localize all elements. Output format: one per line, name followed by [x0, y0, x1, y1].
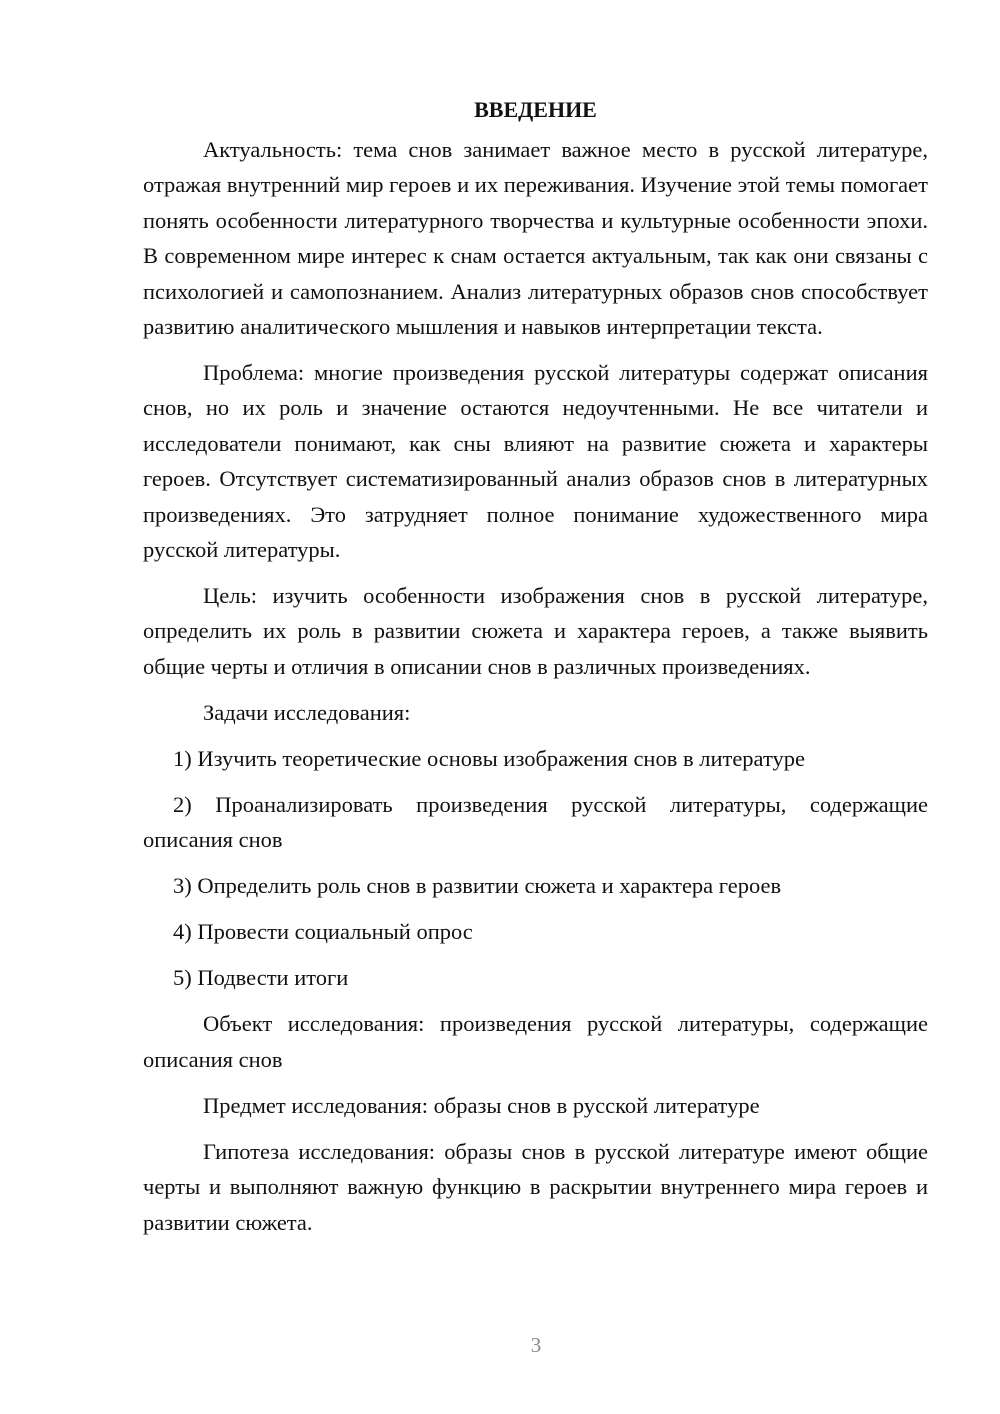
- list-item-task-4: 4) Провести социальный опрос: [173, 919, 473, 945]
- paragraph-tasks-heading: Задачи исследования:: [203, 699, 411, 725]
- paragraph-problem: Проблема: многие произведения русской литературы содержат описания снов, но их роль и значение остаются недоучтенными. Не все читатели и исследователи понимают, как сны влияют на развитие сюжета и характеры героев. Отсутствует систематизированный анализ образов снов в литературных произведениях. Это затрудняет полное понимание художественного мира русской литературы.: [143, 360, 928, 563]
- page-content: [143, 92, 928, 1251]
- paragraph-hypothesis: Гипотеза исследования: образы снов в русской литературе имеют общие черты и выполняют важную функцию в раскрытии внутреннего мира героев и развитии сюжета.: [143, 1138, 928, 1235]
- paragraph-relevance: Актуальность: тема снов занимает важное место в русской литературе, отражая внутренний мир героев и их переживания. Изучение этой темы помогает понять особенности литературного творчества и культурные особенности эпохи. В современном мире интерес к снам остается актуальным, так как они связаны с психологией и самопознанием. Анализ литературных образов снов способствует развитию аналитического мышления и навыков интерпретации текста.: [143, 137, 928, 340]
- list-item-task-2: 2) Проанализировать произведения русской литературы, содержащие описания снов: [143, 791, 928, 853]
- list-item-task-3: 3) Определить роль снов в развитии сюжета и характера героев: [173, 873, 782, 899]
- paragraph-goal: Цель: изучить особенности изображения снов в русской литературе, определить их роль в развитии сюжета и характера героев, а также выявить общие черты и отличия в описании снов в различных произведениях.: [143, 583, 928, 679]
- list-item-task-5: 5) Подвести итоги: [173, 965, 349, 991]
- page-number: 3: [530, 1333, 542, 1357]
- list-item-task-1: 1) Изучить теоретические основы изображения снов в литературе: [173, 745, 805, 771]
- paragraph-object: Объект исследования: произведения русской литературы, содержащие описания снов: [143, 1011, 928, 1072]
- page-title: ВВЕДЕНИЕ: [474, 97, 597, 122]
- paragraph-subject: Предмет исследования: образы снов в русской литературе: [203, 1092, 760, 1118]
